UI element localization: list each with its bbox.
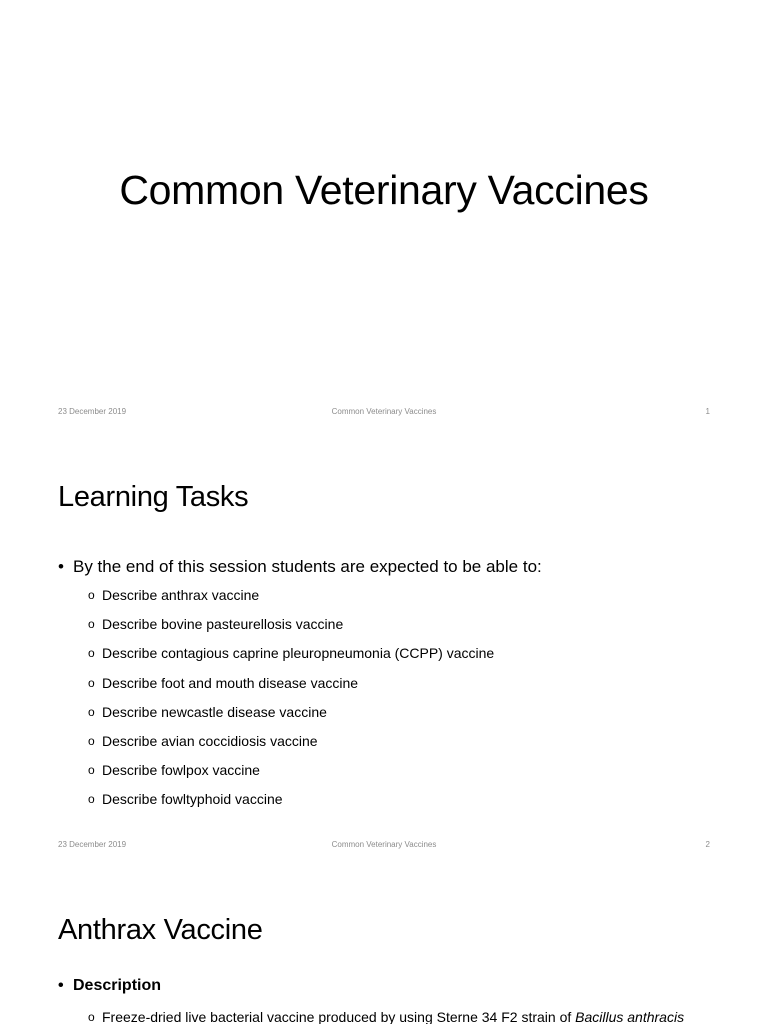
bullet-glyph: • <box>58 977 64 994</box>
list-item <box>58 610 710 639</box>
sub-bullet-glyph: o <box>88 588 95 602</box>
footer-title: Common Veterinary Vaccines <box>331 840 437 849</box>
footer-date: 23 December 2019 <box>58 407 127 416</box>
list-item-text: Describe contagious caprine pleuropneumonia (CCPP) vaccine <box>102 645 495 662</box>
bullet-description <box>58 972 710 1000</box>
bullet-glyph: • <box>58 557 64 576</box>
sub-bullet-glyph: o <box>88 675 95 690</box>
list-item-text: Describe bovine pasteurellosis vaccine <box>102 616 344 633</box>
list-item <box>58 785 710 814</box>
slide-heading: Anthrax Vaccine <box>58 914 263 946</box>
list-item <box>58 669 710 698</box>
list-item-text: Describe newcastle disease vaccine <box>102 703 327 720</box>
slide-heading: Learning Tasks <box>58 481 249 513</box>
sub-bullet-glyph: o <box>88 734 95 749</box>
sub-bullet-glyph: o <box>88 1010 95 1024</box>
slide-number: 1 <box>705 407 710 416</box>
list-item-text: Freeze-dried live bacterial vaccine produced by using Sterne 34 F2 strain of <box>102 1009 576 1024</box>
learning-tasks-slide <box>0 433 768 865</box>
list-item <box>58 639 710 668</box>
footer-title: Common Veterinary Vaccines <box>331 407 437 416</box>
sub-bullet-glyph: o <box>88 704 95 719</box>
sub-bullet-glyph: o <box>88 763 95 778</box>
list-item <box>58 698 710 727</box>
presentation-title: Common Veterinary Vaccines <box>119 167 649 213</box>
sub-bullet-list <box>58 581 710 815</box>
title-slide <box>0 0 768 432</box>
slide-number: 2 <box>705 840 710 849</box>
list-item-text: Describe fowltyphoid vaccine <box>102 791 283 808</box>
list-item-text: Describe avian coccidiosis vaccine <box>102 733 318 750</box>
list-item <box>58 727 710 756</box>
list-item <box>58 581 710 610</box>
sub-bullet-glyph: o <box>88 617 95 632</box>
list-item-text: Describe anthrax vaccine <box>102 587 260 603</box>
list-item <box>58 756 710 785</box>
bullet-text: Description <box>73 977 162 994</box>
sub-bullet-list <box>58 1000 710 1024</box>
list-item <box>58 1000 710 1024</box>
list-item-text: Describe fowlpox vaccine <box>102 762 260 779</box>
bullet-intro <box>58 553 710 581</box>
bullet-text: By the end of this session students are expected to be able to: <box>73 557 542 576</box>
sub-bullet-glyph: o <box>88 792 95 807</box>
footer-date: 23 December 2019 <box>58 840 127 849</box>
bullet-list <box>58 972 710 1024</box>
sub-bullet-glyph: o <box>88 646 95 661</box>
organism-name: Bacillus anthracis <box>575 1009 685 1024</box>
list-item-text: Describe foot and mouth disease vaccine <box>102 674 359 691</box>
bullet-list <box>58 553 710 815</box>
anthrax-vaccine-slide <box>0 866 768 1024</box>
